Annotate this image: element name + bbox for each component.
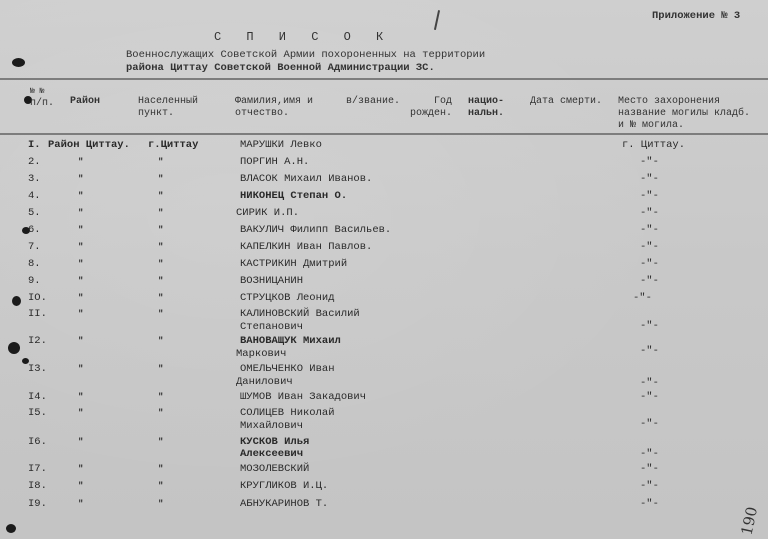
row-name: СИРИК И.П. (236, 207, 300, 219)
row-town: г.Циттау (148, 139, 199, 151)
table-row (0, 292, 768, 306)
row-name: МОЗОЛЕВСКИЙ (240, 463, 310, 475)
col-header-locality (138, 96, 198, 120)
row-district: " (78, 499, 84, 509)
col-header-locality-line1: Населенный (138, 96, 199, 107)
col-header-name-line2: отчество. (235, 108, 290, 119)
row-district: " (78, 208, 84, 218)
row-town: " (158, 259, 164, 269)
table-row (0, 275, 768, 289)
row-name: МАРУШКИ Левко (240, 139, 322, 151)
col-header-locality-line2: пункт. (138, 108, 175, 119)
handwritten-mark (434, 10, 440, 30)
col-header-birth-year (410, 96, 452, 120)
row-number: 2. (28, 156, 41, 168)
handwritten-page-number: 190 (737, 505, 762, 537)
row-burial-place: -"- (640, 391, 659, 403)
table-row (0, 156, 768, 170)
row-number: I7. (28, 463, 47, 475)
row-town: " (158, 464, 164, 474)
col-header-nationality-line2: нальн. (468, 108, 505, 119)
row-number: 8. (28, 258, 41, 270)
row-burial-place: -"- (640, 156, 659, 168)
table-row (0, 498, 768, 512)
row-district: " (78, 174, 84, 184)
row-number: 6. (28, 224, 41, 236)
table-row (0, 436, 768, 464)
row-number: I8. (28, 480, 47, 492)
row-town: " (158, 157, 164, 167)
table-row (0, 308, 768, 336)
col-header-burial-line2: название могилы кладб. (618, 108, 751, 119)
row-number: IO. (28, 292, 47, 304)
table-row (0, 480, 768, 494)
row-burial-place: -"- (640, 241, 659, 253)
col-header-burial-line3: и № могила. (618, 120, 685, 131)
col-header-burial-place (618, 96, 750, 132)
table-row (0, 190, 768, 204)
table-row (0, 258, 768, 272)
row-district: " (78, 408, 84, 418)
row-district: " (78, 392, 84, 402)
row-burial-place: -"- (640, 418, 659, 430)
table-row (0, 335, 768, 363)
row-burial-place: -"- (640, 345, 659, 357)
row-name-patronymic: Маркович (236, 348, 287, 360)
row-town: " (158, 174, 164, 184)
row-burial-place: -"- (640, 258, 659, 270)
row-district: " (78, 464, 84, 474)
row-name-patronymic: Алексеевич (240, 448, 304, 460)
row-name: ШУМОВ Иван Закадович (240, 391, 367, 403)
row-number: I. (28, 139, 41, 151)
row-town: " (158, 242, 164, 252)
row-name-patronymic: Данилович (236, 376, 293, 388)
table-row (0, 173, 768, 187)
row-name-patronymic: Михайлович (240, 420, 304, 432)
row-number: 7. (28, 241, 41, 253)
row-name: КАПЕЛКИН Иван Павлов. (240, 241, 373, 253)
row-name: СОЛИЦЕВ Николай (240, 407, 335, 419)
row-number: 4. (28, 190, 41, 202)
row-burial-place: -"- (640, 480, 659, 492)
table-row (0, 224, 768, 238)
table-row (0, 463, 768, 477)
header-divider-bottom (0, 133, 768, 135)
row-town: " (158, 225, 164, 235)
row-district: " (78, 336, 84, 346)
row-number: II. (28, 308, 47, 320)
document-subtitle-line1: Военнослужащих Советской Армии похороненных на территории (126, 49, 486, 61)
row-town: " (158, 191, 164, 201)
row-name-patronymic: Степанович (240, 321, 304, 333)
row-district: " (78, 437, 84, 447)
ink-blot (6, 524, 16, 533)
row-town: " (158, 392, 164, 402)
row-number: 5. (28, 207, 41, 219)
row-burial-place: -"- (640, 463, 659, 475)
document-subtitle-line2: района Циттау Советской Военной Администрации ЗС. (126, 62, 435, 74)
header-divider-top (0, 78, 768, 80)
row-town: " (158, 276, 164, 286)
ink-blot (12, 58, 25, 67)
row-burial-place: -"- (640, 190, 659, 202)
col-header-num-line1: № № (30, 87, 45, 96)
row-burial-place: -"- (640, 173, 659, 185)
row-name: ВОЗНИЦАНИН (240, 275, 304, 287)
row-number: I4. (28, 391, 47, 403)
row-district: " (78, 293, 84, 303)
row-district: " (78, 157, 84, 167)
row-name: АБНУКАРИНОВ Т. (240, 498, 329, 510)
row-town: " (158, 309, 164, 319)
row-name: КАСТРИКИН Дмитрий (240, 258, 348, 270)
col-header-death-date: Дата смерти. (530, 96, 603, 107)
col-header-year-line1: Год (434, 96, 453, 107)
row-burial-place: -"- (640, 498, 659, 510)
row-burial-place: -"- (640, 207, 659, 219)
row-name: КРУГЛИКОВ И.Ц. (240, 480, 329, 492)
col-header-burial-line1: Место захоронения (618, 96, 721, 107)
row-number: I6. (28, 436, 47, 448)
table-row (0, 407, 768, 435)
table-row (0, 241, 768, 255)
row-name: НИКОНЕЦ Степан О. (240, 190, 348, 202)
row-district: " (78, 481, 84, 491)
table-row (0, 391, 768, 405)
table-row (0, 139, 768, 153)
row-name: СТРУЦКОВ Леонид (240, 292, 335, 304)
row-burial-place: г. Циттау. (622, 139, 686, 151)
col-header-nationality (468, 96, 504, 120)
row-town: " (158, 364, 164, 374)
table-row (0, 207, 768, 221)
row-town: " (158, 499, 164, 509)
row-town: " (158, 293, 164, 303)
row-burial-place: -"- (640, 320, 659, 332)
row-district: " (78, 276, 84, 286)
row-number: I9. (28, 498, 47, 510)
row-number: 9. (28, 275, 41, 287)
row-town: " (158, 437, 164, 447)
row-town: " (158, 336, 164, 346)
table-row (0, 363, 768, 391)
row-burial-place: -"- (633, 292, 652, 304)
row-name: ОМЕЛЬЧЕНКО Иван (240, 363, 335, 375)
col-header-year-line2: рожден. (410, 108, 453, 119)
appendix-label: Приложение № 3 (652, 10, 741, 22)
col-header-nationality-line1: нацио- (468, 96, 505, 107)
row-name: ПОРГИН А.Н. (240, 156, 310, 168)
col-header-name-line1: Фамилия,имя и (235, 96, 314, 107)
row-name: ВАКУЛИЧ Филипп Васильев. (240, 224, 392, 236)
row-number: 3. (28, 173, 41, 185)
row-district: " (78, 242, 84, 252)
row-town: " (158, 208, 164, 218)
row-name: КАЛИНОВСКИЙ Василий (240, 308, 360, 320)
row-name: ВЛАСОК Михаил Иванов. (240, 173, 373, 185)
row-district: " (78, 364, 84, 374)
row-district: Район Циттау. (48, 139, 130, 151)
col-header-num (30, 86, 54, 110)
row-town: " (158, 408, 164, 418)
row-number: I5. (28, 407, 47, 419)
row-district: " (78, 309, 84, 319)
row-number: I2. (28, 335, 47, 347)
col-header-district: Район (70, 96, 101, 107)
row-number: I3. (28, 363, 47, 375)
row-district: " (78, 225, 84, 235)
row-district: " (78, 191, 84, 201)
row-burial-place: -"- (640, 224, 659, 236)
row-district: " (78, 259, 84, 269)
row-name: КУСКОВ Илья (240, 436, 310, 448)
row-burial-place: -"- (640, 275, 659, 287)
row-town: " (158, 481, 164, 491)
col-header-rank: в/звание. (346, 96, 401, 107)
row-burial-place: -"- (640, 377, 659, 389)
document-title: С П И С О К (214, 30, 393, 44)
row-burial-place: -"- (640, 448, 659, 460)
col-header-name (235, 96, 313, 120)
row-name: ВАНОВАЩУК Михаил (240, 335, 341, 347)
col-header-num-line2: п/п. (30, 98, 55, 109)
